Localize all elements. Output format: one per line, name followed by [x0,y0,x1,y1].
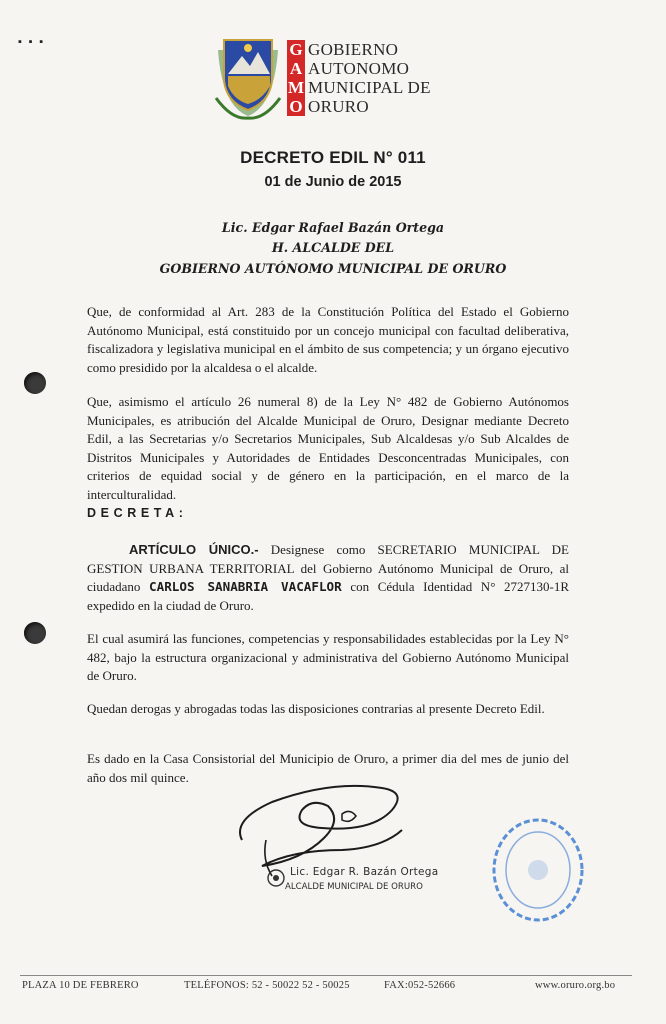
header-logo [212,36,452,120]
punch-hole-top [24,372,46,394]
paragraph-1: Que, de conformidad al Art. 283 de la Constitución Política del Estado el Gobierno Autónomo Municipal, está constituido por un concejo municipal con facultad deliberativa, fiscalizadora y legislativa municipal en el ámbito de sus competencia; y un órgano ejecutivo como presidido por la alcaldesa o el alcalde. [87,304,569,375]
scan-mark: ▪ ▪ ▪ [18,36,46,48]
logo-initials: G A M O [287,40,305,116]
seal-icon [266,868,286,888]
article-text-1: Designese como SECRETARIO MUNICIPAL DE GESTION URBANA TERRITORIAL del Gobierno Autónomo Municipal de Oruro, al ciudadano [87,542,569,595]
article-text-2: con Cédula Identidad N° 2727130-1R expedido en la ciudad de Oruro. [87,579,569,613]
org-line-1: GOBIERNO [308,40,399,59]
footer-address: PLAZA 10 DE FEBRERO [22,980,139,991]
article-label: ARTÍCULO ÚNICO.- [129,542,259,557]
authority-entity: GOBIERNO AUTÓNOMO MUNICIPAL DE ORURO [159,261,507,276]
footer-fax: FAX:052-52666 [384,980,456,991]
authority-name: Lic. Edgar Rafael Bazán Ortega [221,220,445,235]
appointee-name: CARLOS SANABRIA VACAFLOR [149,579,342,595]
org-name [308,40,431,116]
punch-hole-bottom [24,622,46,644]
decreta-heading: DECRETA: [87,506,188,520]
org-line-3: MUNICIPAL DE [308,78,431,97]
signature-title: ALCALDE MUNICIPAL DE ORURO [285,882,423,892]
paragraph-4: El cual asumirá las funciones, competencias y responsabilidades establecidas por la Ley N° 482, bajo la estructura organizacional y administrativa del Gobierno Autónomo Municipal de Oruro. [87,631,569,684]
org-line-4: ORURO [308,97,370,116]
signature-name: Lic. Edgar R. Bazán Ortega [290,866,439,878]
official-stamp-icon [488,815,588,925]
decree-date: 01 de Junio de 2015 [264,174,402,190]
paragraph-6: Es dado en la Casa Consistorial del Municipio de Oruro, a primer dia del mes de junio del año dos mil quince. [87,751,569,785]
paragraph-2: Que, asimismo el artículo 26 numeral 8) de la Ley N° 482 de Gobierno Autónomos Municipales, es atribución del Alcalde Municipal de Oruro, Designar mediante Decreto Edil, a las Secretarias y/o Secretarios Municipales, Sub Alcaldesas y/o Sub Alcaldes de Distritos Municipales y Autoridades de Entidades Desconcentradas Municipales, con criterios de equidad social y de género en la participación, en el marco de la interculturalidad. [87,394,569,502]
decree-title: DECRETO EDIL N° 011 [240,148,426,167]
org-line-2: AUTONOMO [308,59,410,78]
footer-divider [20,975,632,976]
article-paragraph [87,541,569,615]
footer-website[interactable]: www.oruro.org.bo [535,980,616,991]
paragraph-5: Quedan derogas y abrogadas todas las disposiciones contrarias al presente Decreto Edil. [87,701,545,716]
coat-of-arms-icon [212,36,284,120]
footer-phones: TELÉFONOS: 52 - 50022 52 - 50025 [184,980,350,991]
authority-role: H. ALCALDE DEL [271,240,395,255]
